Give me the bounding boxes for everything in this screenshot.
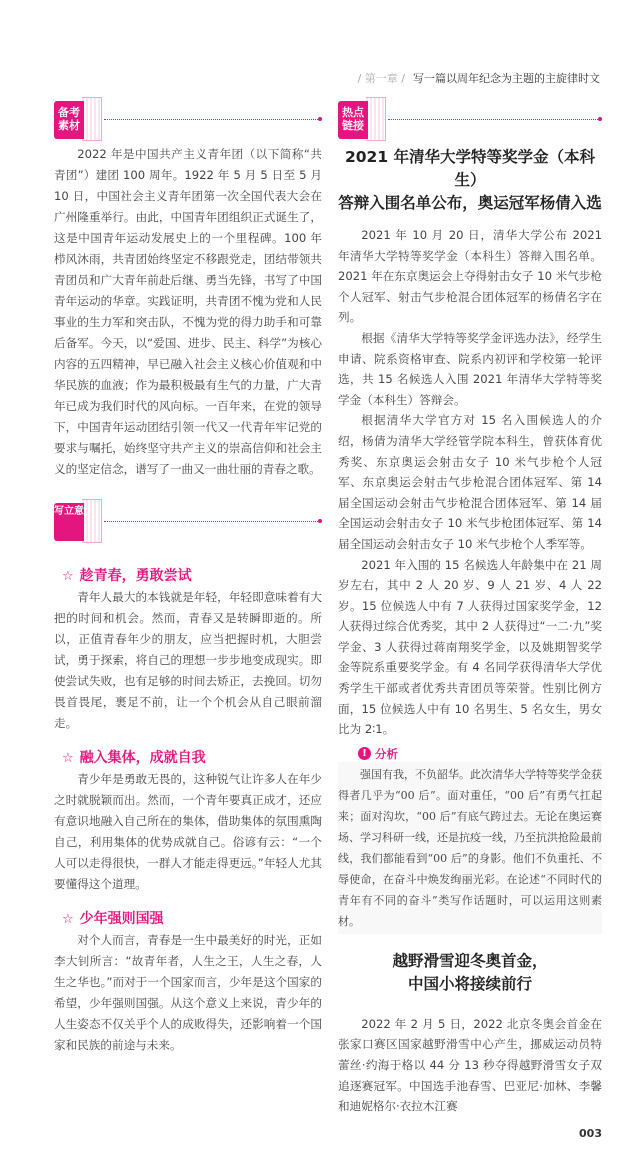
page-number: 003 [579, 1126, 602, 1140]
article2-title [338, 950, 602, 996]
article-paragraph: 根据《清华大学特等奖学金评选办法》，经学生申请、院系资格审查、院系内初评和学校第一轮评选，共 15 名候选人入围 2021 年清华大学特等奖学金（本科生）答辩会。 [338, 330, 602, 407]
left-column [54, 96, 322, 1140]
divider [104, 521, 318, 522]
idea-heading [62, 909, 322, 930]
book-pages-icon [82, 499, 102, 543]
analysis-box [338, 744, 602, 938]
idea-section-2 [54, 748, 322, 895]
star-icon: ☆ [62, 912, 74, 927]
idea-section-3 [54, 909, 322, 1056]
title-line: 中国小将接续前行 [407, 974, 532, 993]
material-text [54, 144, 322, 480]
analysis-header [358, 746, 602, 762]
idea-heading-text: 少年强则国强 [79, 911, 164, 927]
article-paragraph: 2021 年入围的 15 名候选人年龄集中在 21 周岁左右，其中 2 人 20 岁、9 人 21 岁、4 人 22 岁。15 位候选人中有 7 人获得过国家奖学金，12 人获得过综合优秀奖，其中 2 人获得过“一二·九”奖学金、3 人获得过蒋南翔奖学金，以及姚期智奖学金等院系重要奖学金。有 4 名同学获得清华大学优秀学生干部或者优秀共青团员等荣誉。性别比例方面，15 位候选人中有 10 名男生、5 名女生，男女比为 2∶1。 [338, 557, 602, 737]
title-line: 答辩入围名单公布，奥运冠军杨倩入选 [338, 194, 602, 212]
hot-badge-label: 热点链接 [338, 101, 368, 139]
idea-paragraph: 对个人而言，青春是一生中最美好的时光，正如李大钊所言：“故青年者，人生之王，人生之春，人生之华也。”而对于一个国家而言，少年是这个国家的希望，少年强则国强。从这个意义上来说，青少年的人生姿态不仅关乎个人的成败得失，还影响着一个国家和民族的前途与未来。 [54, 933, 322, 1052]
book-pages-icon [366, 97, 386, 141]
article-paragraph: 2022 年 2 月 5 日，2022 北京冬奥会首金在张家口赛区国家越野滑雪中心产生，挪威运动员特蕾丝·约海于格以 44 分 13 秒夺得越野滑雪女子双追逐赛冠军。中国选手池春雪、巴亚尼·加林、李馨和迪妮格尔·衣拉木江赛 [338, 1016, 602, 1114]
article1-body [338, 225, 602, 740]
divider-dot [598, 117, 602, 121]
divider-dot [318, 117, 322, 121]
hot-badge [338, 97, 386, 141]
idea-badge [54, 499, 102, 543]
article1-title [338, 146, 602, 215]
idea-paragraph: 青年人最大的本钱就是年轻，年轻即意味着有大把的时间和机会。然而，青春又是转瞬即逝的。所以，正值青春年少的朋友，应当把握时机，大胆尝试，勇于探索，将自己的理想一步步地变成现实。即使尝试失败，也有足够的时间去矫正，去挽回。切勿畏首畏尾，裹足不前，让一个个机会从自己眼前溜走。 [54, 590, 322, 730]
title-line: 2021 年清华大学特等奖学金（本科生） [344, 148, 596, 189]
material-badge-label: 备考素材 [54, 101, 84, 139]
material-header [54, 96, 322, 142]
article2-body [338, 1014, 602, 1117]
book-pages-icon [82, 97, 102, 141]
star-icon: ☆ [62, 751, 74, 766]
divider-dot [318, 519, 322, 523]
idea-header [54, 498, 322, 544]
divider [104, 119, 318, 120]
article-paragraph: 2021 年 10 月 20 日，清华大学公布 2021 年清华大学特等奖学金（本科生）答辩入围名单。2021 年在东京奥运会上夺得射击女子 10 米气步枪个人冠军、射击气步枪混合团体冠军的杨倩名字在列。 [338, 228, 603, 325]
exclamation-icon: ! [358, 747, 371, 760]
material-badge [54, 97, 102, 141]
idea-badge-label: 写立意 [54, 503, 84, 541]
hot-header [338, 96, 602, 142]
star-icon: ☆ [62, 569, 74, 584]
divider [388, 119, 598, 120]
article-paragraph: 根据清华大学官方对 15 名入围候选人的介绍，杨倩为清华大学经管学院本科生，曾获体育优秀奖、东京奥运会射击女子 10 米气步枪个人冠军、东京奥运会射击气步枪混合团体冠军、第 14 届全国运动会射击气步枪混合团体冠军、第 14 届全国运动会射击女子 10 米气步枪团体冠军、第 14 届全国运动会射击女子 10 米气步枪个人季军等。 [338, 413, 602, 551]
right-column [338, 96, 602, 1140]
idea-paragraph: 青少年是勇敢无畏的，这种锐气让许多人在年少之时就脱颖而出。然而，一个青年要真正成才，还应有意识地融入自己所在的集体，借助集体的氛围熏陶自己，利用集体的优势成就自己。俗谚有云：“一个人可以走得很快，一群人才能走得更远。”年轻人尤其要懂得这个道理。 [54, 772, 322, 891]
idea-section-1 [54, 566, 322, 734]
title-line: 越野滑雪迎冬奥首金， [392, 951, 548, 970]
idea-heading [62, 566, 322, 587]
analysis-text: 强国有我，不负韶华。此次清华大学特等奖学金获得者几乎为“00 后”。面对重任，“00 后”有勇气扛起来；面对沟坎，“00 后”有底气跨过去。无论在奥运赛场、学习科研一线，还是抗疫一线，乃至抗洪抢险最前线，我们都能看到“00 后”的身影。他们不负重托、不辱使命，在奋斗中焕发绚丽光彩。在论述“不同时代的青年有不同的奋斗”类写作话题时，可以运用这则素材。 [338, 767, 602, 928]
analysis-label: 分析 [375, 746, 398, 761]
idea-heading-text: 趁青春，勇敢尝试 [79, 568, 192, 584]
chapter-title: 写一篇以周年纪念为主题的主旋律时文 [413, 72, 600, 85]
material-paragraph: 2022 年是中国共产主义青年团（以下简称“共青团”）建团 100 周年。1922 年 5 月 5 日至 5 月 10 日，中国社会主义青年团第一次全国代表大会在广州隆重举行。由此，中国青年团组织正式诞生了，这是中国青年运动发展史上的一个里程碑。100 年栉风沐雨，共青团始终坚定不移跟党走，团结带领共青团员和广大青年前赴后继、勇当先锋，书写了中国青年运动的华章。实践证明，共青团不愧为党和人民事业的生力军和突击队，不愧为党的得力助手和可靠后备军。今天，以“爱国、进步、民主、科学”为核心内容的五四精神，早已融入社会主义核心价值观和中华民族的血液；作为最积极最有生气的力量，广大青年已成为我们时代的风向标。一百年来，在党的领导下，中国青年运动团结引领一代又一代青年牢记党的要求与嘱托，始终坚守共产主义的崇高信仰和社会主义的坚定信念，谱写了一曲又一曲壮丽的青春之歌。 [54, 147, 322, 476]
idea-heading-text: 融入集体，成就自我 [79, 750, 206, 766]
idea-heading [62, 748, 322, 769]
chapter-label: / 第一章 / [357, 72, 405, 85]
